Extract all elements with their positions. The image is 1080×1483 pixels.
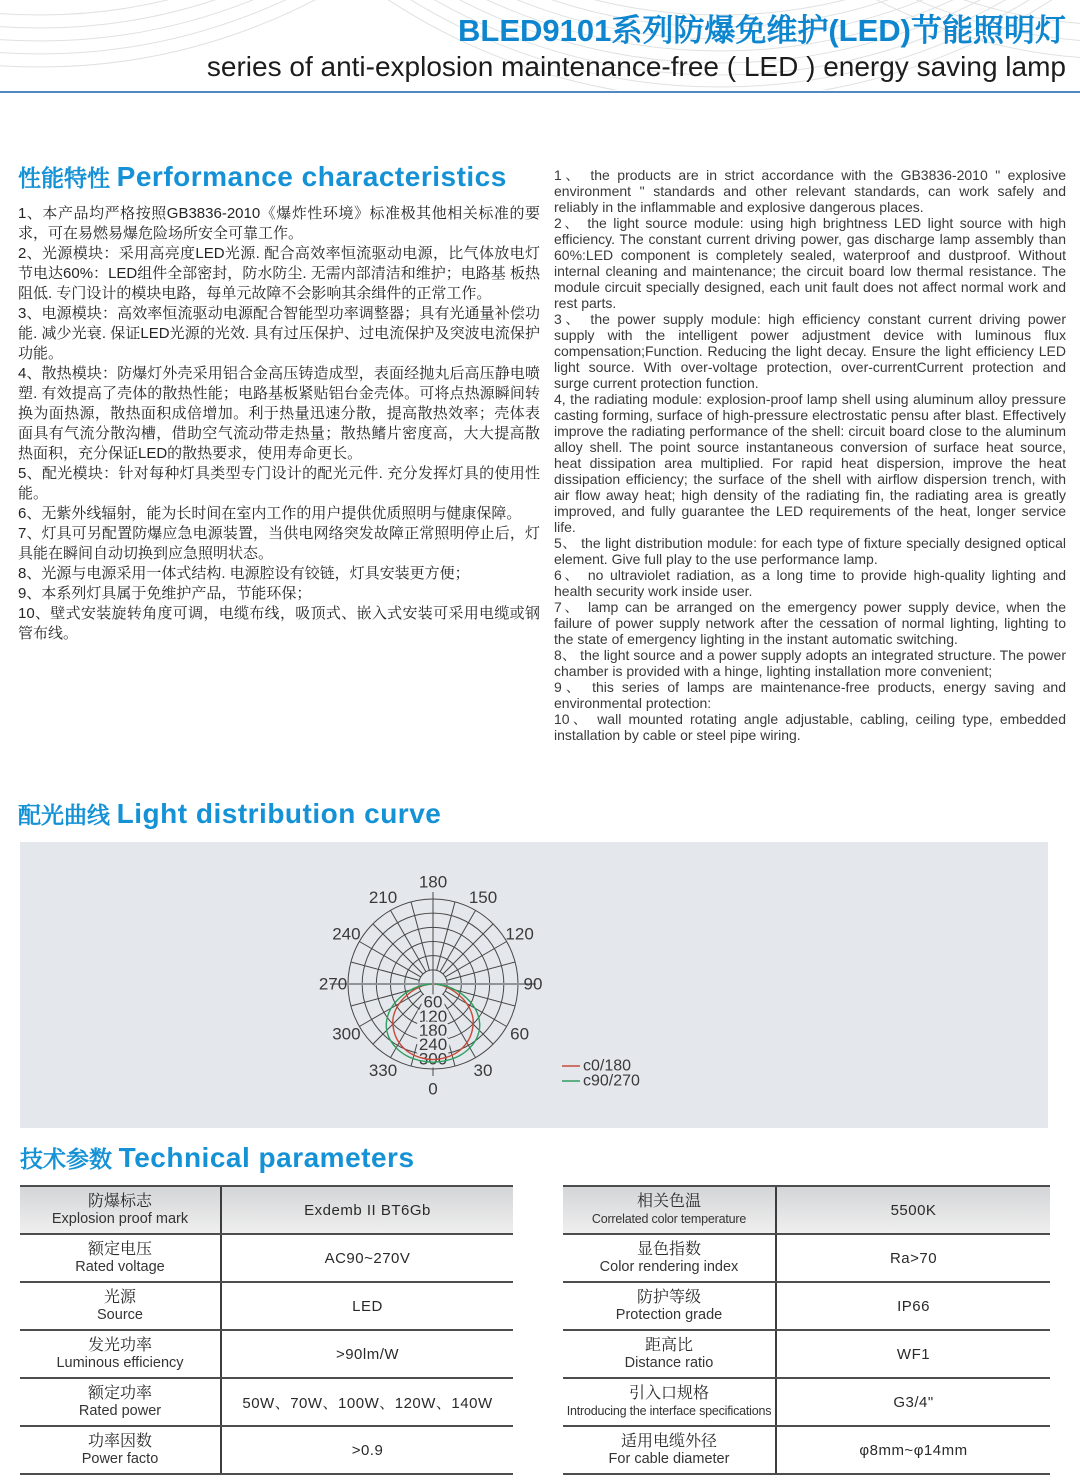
distribution-heading-zh: 配光曲线 [18, 802, 110, 828]
param-label-zh: 光源 [103, 1289, 136, 1306]
table-row [563, 1427, 1050, 1475]
param-label [20, 1427, 222, 1473]
perf-item-en: 7、 lamp can be arranged on the emergency power supply device, when the failure of power supply network after the cessation of normal lighting, lighting to the state of emergency lighting in the instant automatic switching. [554, 599, 1066, 647]
table-row [563, 1187, 1050, 1235]
param-label [563, 1187, 777, 1233]
param-label-en: Explosion proof mark [51, 1211, 189, 1227]
angle-tick-label: 300 [332, 1024, 361, 1044]
perf-item-en: 9、 this series of lamps are maintenance-free products, energy saving and environmental protection: [554, 679, 1066, 711]
perf-item-en: 6、 no ultraviolet radiation, as a long time to provide high-quality lighting and health security work inside user. [554, 567, 1066, 599]
param-value: Ra>70 [889, 1249, 938, 1267]
perf-item-zh: 8、光源与电源采用一体式结构. 电源腔设有铰链，灯具安装更方便； [18, 565, 470, 582]
param-value: φ8mm~φ14mm [859, 1441, 968, 1459]
perf-item-zh: 6、无紫外线辐射，能为长时间在室内工作的用户提供优质照明与健康保障。 [18, 505, 522, 522]
param-label-zh: 防护等级 [636, 1289, 701, 1306]
param-label [563, 1427, 777, 1473]
technical-heading-en: Technical parameters [118, 1142, 415, 1173]
param-value: >90lm/W [335, 1345, 400, 1363]
param-label-zh: 相关色温 [636, 1193, 701, 1210]
radial-tick-label: 180 [418, 1021, 448, 1040]
performance-heading-en: Performance characteristics [116, 161, 507, 192]
param-label-zh: 适用电缆外径 [620, 1433, 717, 1450]
perf-item-zh: 1、本产品均严格按照GB3836-2010《爆炸性环境》标准极其他相关标准的要求，可在易燃易爆危险场所安全可靠工作。 [18, 205, 540, 242]
param-label [563, 1331, 777, 1377]
param-label-en: Protection grade [615, 1307, 723, 1323]
param-label-en: Luminous efficiency [56, 1355, 184, 1371]
light-distribution-polar-chart [20, 842, 1048, 1128]
table-row [563, 1235, 1050, 1283]
radial-tick-label: 60 [423, 992, 443, 1012]
param-label [20, 1379, 222, 1425]
param-label [20, 1283, 222, 1329]
param-label [20, 1187, 222, 1233]
param-label-zh: 发光功率 [87, 1337, 152, 1354]
legend-label: c0/180 [583, 1057, 632, 1075]
section-technical [20, 1141, 1060, 1475]
param-value: >0.9 [351, 1441, 384, 1459]
param-label [20, 1331, 222, 1377]
perf-item-en: 4, the radiating module: explosion-proof lamp shell using aluminum alloy pressure casting forming, surface of high-pressure electrostatic pensu after blast. Effectively improve the radiating performance of the shell: circuit board close to the aluminum alloy shell. The point source instantaneous conversion of surface heat source, heat dissipation area multiplied. For rapid heat dispersion, improve the heat dissipation efficiency; the surface of the shell with airflow dispersion trench, with air flow away heat; high density of the radiating fin, the radiating area is greatly improved, and fully guarantee the LED requirements of the heat, longer service life. [554, 391, 1066, 535]
angle-tick-label: 330 [368, 1061, 398, 1081]
param-label-en: Rated power [78, 1403, 162, 1419]
radial-tick-label: 300 [418, 1049, 448, 1069]
perf-column-zh [18, 160, 540, 644]
param-label [563, 1379, 777, 1425]
perf-item-en: 3、 the power supply module: high efficiency constant current driving power supply with the intelligent power adjustment device with luminous flux compensation;Function. Reducing the light decay. Ensure the light efficiency LED light source. With over-voltage protection, over-currentCurrent protection and surge current protection function. [554, 311, 1066, 391]
param-value: G3/4" [893, 1393, 934, 1411]
technical-heading-zh: 技术参数 [20, 1146, 112, 1172]
tech-table-left [20, 1185, 513, 1475]
param-label-en: For cable diameter [608, 1451, 730, 1467]
perf-items-en [554, 167, 1066, 743]
param-label-zh: 额定电压 [87, 1241, 152, 1258]
angle-tick-label: 240 [332, 924, 361, 944]
table-row [563, 1283, 1050, 1331]
technical-heading [20, 1141, 1060, 1174]
radial-tick-label: 120 [418, 1006, 448, 1026]
param-label-en: Introducing the interface specifications [566, 1404, 772, 1418]
perf-item-en: 8、 the light source and a power supply adopts an integrated structure. The power chamber is provided with a hinge, lighting installation more convenient; [554, 647, 1066, 679]
param-label-zh: 显色指数 [636, 1241, 701, 1258]
param-value: WF1 [896, 1345, 931, 1363]
technical-tables [20, 1185, 1060, 1475]
header-rule [0, 91, 1080, 93]
header [0, 12, 1066, 83]
perf-item-zh: 10、壁式安装旋转角度可调，电缆布线，吸顶式、嵌入式安装可采用电缆或钢管布线。 [18, 605, 540, 642]
param-label [563, 1283, 777, 1329]
param-label-zh: 距高比 [644, 1337, 693, 1354]
perf-items-zh [18, 204, 540, 644]
perf-item-en: 1、 the products are in strict accordance with the GB3836-2010 " explosive environment " standards and other relevant standards, can work safely and reliably in the inflammable and explosive dangerous places. [554, 167, 1066, 215]
param-value: Exdemb II BT6Gb [304, 1201, 431, 1219]
param-label [563, 1235, 777, 1281]
perf-item-en: 2、 the light source module: using high brightness LED light source with high efficiency. The constant current driving power, gas discharge lamp assembly than 60%:LED component is completely sealed, waterproof and dustproof. Without internal cleaning and maintenance; the circuit board low thermal resistance. The module circuit specially designed, each unit fault does not affect normal work and rest parts. [554, 215, 1066, 311]
performance-heading-zh: 性能特性 [18, 165, 110, 191]
page-title-en: series of anti-explosion maintenance-free ( LED ) energy saving lamp [206, 51, 1066, 82]
param-label-en: Distance ratio [624, 1355, 714, 1371]
perf-item-en: 5、 the light distribution module: for each type of fixture specially designed optical element. Give full play to the use performance lamp. [554, 535, 1066, 567]
param-label-en: Correlated color temperature [591, 1212, 747, 1226]
light-distribution-panel [20, 842, 1048, 1128]
param-label-zh: 引入口规格 [628, 1385, 709, 1402]
table-row [20, 1427, 513, 1475]
param-label-zh: 额定功率 [87, 1385, 152, 1402]
section-performance [18, 160, 1066, 743]
angle-tick-label: 90 [523, 974, 543, 994]
table-row [20, 1331, 513, 1379]
param-label-en: Rated voltage [75, 1259, 165, 1275]
angle-tick-label: 270 [318, 974, 348, 994]
angle-tick-label: 0 [428, 1079, 438, 1099]
table-row [20, 1379, 513, 1427]
table-row [20, 1187, 513, 1235]
table-row [563, 1331, 1050, 1379]
radial-tick-label: 240 [418, 1035, 448, 1055]
table-row [20, 1283, 513, 1331]
param-value: 50W、70W、100W、120W、140W [242, 1394, 493, 1412]
perf-item-en: 10、 wall mounted rotating angle adjustable, cabling, ceiling type, embedded installation by cable or steel pipe wiring. [554, 711, 1066, 743]
angle-tick-label: 150 [468, 887, 498, 907]
angle-tick-label: 60 [510, 1024, 530, 1044]
perf-item-zh: 2、光源模块：采用高亮度LED光源. 配合高效率恒流驱动电源，比气体放电灯节电达60%：LED组件全部密封，防水防尘. 无需内部清洁和维护；电路基 板热阻低. 专门设计的模块电路，每单元故障不会影响其余缉件的正常工作。 [18, 245, 540, 302]
param-value: 5500K [890, 1201, 937, 1219]
perf-item-zh: 9、本系列灯具属于免维护产品，节能环保； [18, 585, 312, 602]
table-row [20, 1235, 513, 1283]
table-row [563, 1379, 1050, 1427]
param-label-en: Color rendering index [599, 1259, 739, 1275]
param-value: LED [352, 1297, 383, 1315]
legend-label: c90/270 [583, 1072, 640, 1090]
perf-item-zh: 4、散热模块：防爆灯外壳采用铝合金高压铸造成型，表面经抛丸后高压静电喷塑. 有效提高了壳体的散热性能；电路基板紧贴铝台金壳体。可将点热源瞬间转换为面热源，散热面积成倍增加。利于热量迅速分散，提高散热效率；壳体表面具有气流分散沟槽，借助空气流动带走热量；散热鳍片密度高，大大提高散热面积，充分保证LED的散热要求，使用寿命更长。 [18, 365, 540, 462]
tech-table-right [563, 1185, 1050, 1475]
angle-tick-label: 210 [368, 887, 398, 907]
perf-item-zh: 7、灯具可另配置防爆应急电源装置，当供电网络突发故障正常照明停止后，灯具能在瞬间自动切换到应急照明状态。 [18, 525, 540, 562]
section-distribution [18, 797, 1066, 1128]
angle-tick-label: 30 [473, 1061, 493, 1081]
distribution-heading-en: Light distribution curve [116, 798, 442, 829]
param-label-zh: 功率因数 [87, 1433, 152, 1450]
performance-heading [18, 160, 540, 193]
param-label-zh: 防爆标志 [87, 1193, 152, 1210]
page-title-zh: BLED9101系列防爆免维护(LED)节能照明灯 [458, 13, 1066, 48]
perf-item-zh: 5、配光模块：针对每种灯具类型专门设计的配光元件. 充分发挥灯具的使用性能。 [18, 465, 540, 502]
param-value: AC90~270V [324, 1249, 411, 1267]
param-value: IP66 [897, 1297, 930, 1315]
angle-tick-label: 120 [505, 924, 534, 944]
angle-tick-label: 180 [418, 872, 448, 892]
param-label-en: Power facto [81, 1451, 159, 1467]
distribution-heading [18, 797, 1066, 830]
param-label [20, 1235, 222, 1281]
perf-item-zh: 3、电源模块：高效率恒流驱动电源配合智能型功率调整器；具有光通量补偿功能. 减少光衰. 保证LED光源的光效. 具有过压保护、过电流保护及突波电流保护功能。 [18, 305, 540, 362]
param-label-en: Source [97, 1307, 143, 1323]
perf-column-en [554, 160, 1066, 743]
